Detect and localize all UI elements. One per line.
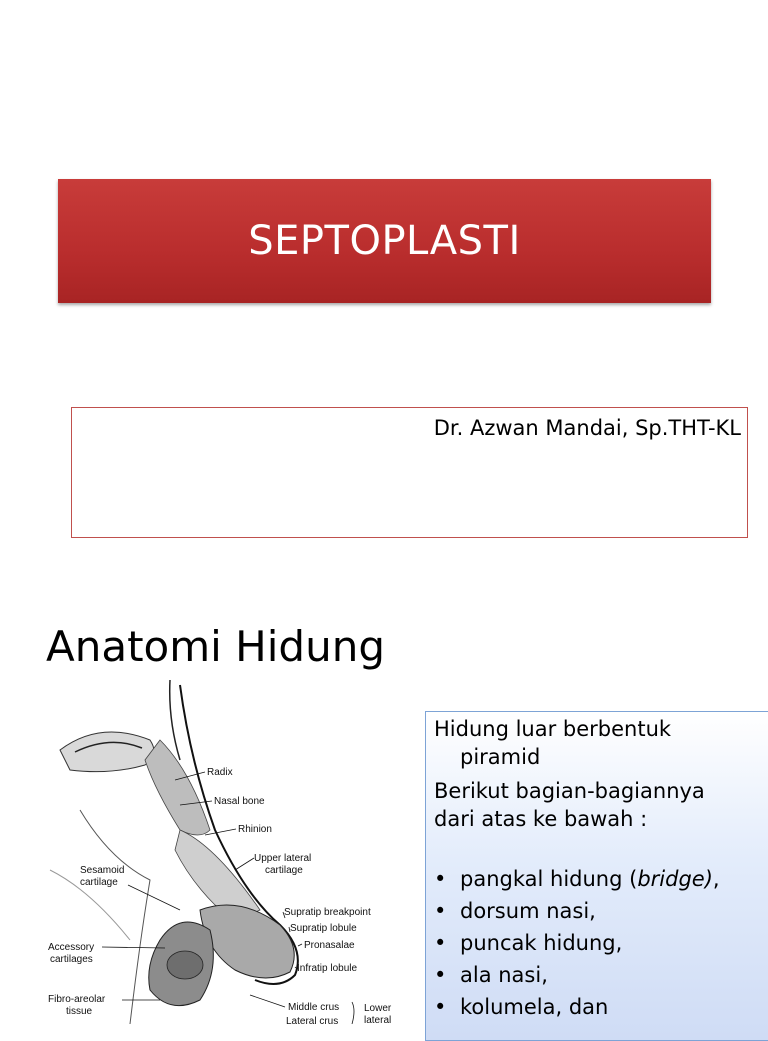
- info-textbox: [425, 711, 768, 1041]
- label-accessory: Accessory: [48, 942, 95, 953]
- label-radix: Radix: [207, 767, 233, 778]
- label-sesamoid-2: cartilage: [80, 877, 118, 888]
- bullet-icon: •: [434, 995, 447, 1019]
- title-banner: [58, 179, 711, 303]
- label-nasal-bone: Nasal bone: [214, 796, 265, 807]
- label-pronasalae: Pronasalae: [304, 940, 355, 951]
- label-upper-lateral-2: cartilage: [265, 865, 303, 876]
- anatomy-bullet-list: [434, 865, 768, 1021]
- bullet-icon: •: [434, 867, 447, 891]
- subtitle-box: [71, 407, 748, 538]
- info-line-1-cont: piramid: [460, 745, 541, 769]
- slide-title: SEPTOPLASTI: [248, 218, 521, 264]
- label-accessory-2: cartilages: [50, 954, 93, 965]
- label-lateral-crus: Lateral crus: [286, 1016, 339, 1024]
- label-middle-crus: Middle crus: [288, 1002, 340, 1013]
- list-item: • ala nasi,: [434, 963, 548, 987]
- list-item: • kolumela, dan: [434, 995, 609, 1019]
- label-sesamoid: Sesamoid: [80, 865, 125, 876]
- list-item: • pangkal hidung (bridge),: [434, 867, 720, 891]
- label-fibro-areolar-2: tissue: [66, 1006, 93, 1017]
- bullet-icon: •: [434, 931, 447, 955]
- list-item: • puncak hidung,: [434, 931, 623, 955]
- label-rhinion: Rhinion: [238, 824, 272, 835]
- bullet-icon: •: [434, 899, 447, 923]
- label-fibro-areolar: Fibro-areolar: [48, 994, 106, 1005]
- label-lower-2: lateral: [364, 1015, 392, 1024]
- label-upper-lateral: Upper lateral: [254, 853, 312, 864]
- section-heading: Anatomi Hidung: [46, 622, 385, 671]
- label-infratip-lobule: Infratip lobule: [297, 963, 358, 974]
- info-line-2-cont: dari atas ke bawah :: [434, 807, 648, 831]
- info-line-1: Hidung luar berbentuk: [434, 717, 672, 741]
- label-lower: Lower: [364, 1003, 392, 1014]
- info-line-2: Berikut bagian-bagiannya: [434, 779, 705, 803]
- list-item: • dorsum nasi,: [434, 899, 596, 923]
- label-supratip-lobule: Supratip lobule: [290, 923, 357, 934]
- author-subtitle: Dr. Azwan Mandai, Sp.THT-KL: [433, 416, 741, 440]
- bullet-icon: •: [434, 963, 447, 987]
- nose-anatomy-diagram: [40, 680, 420, 1024]
- label-supratip-breakpoint: Supratip breakpoint: [284, 907, 371, 918]
